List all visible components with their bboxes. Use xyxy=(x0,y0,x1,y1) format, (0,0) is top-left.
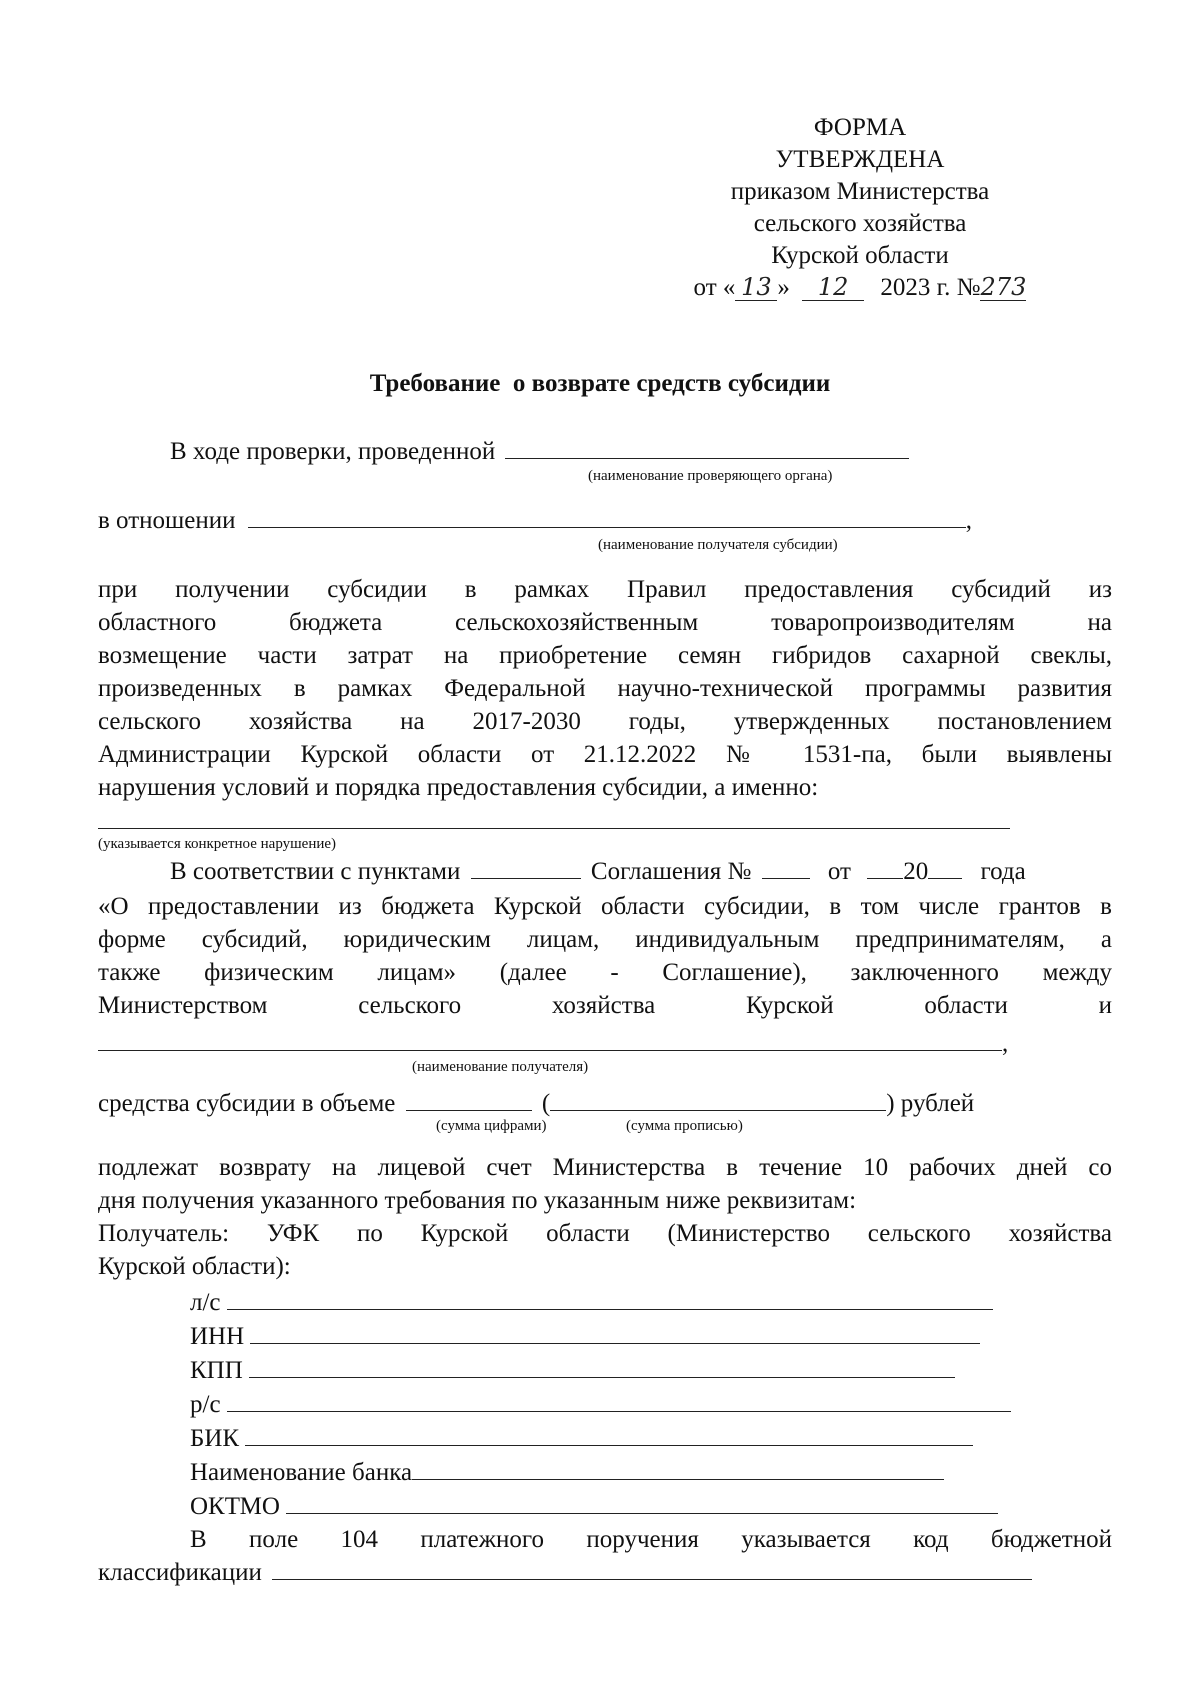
agreement-year-label: года xyxy=(980,858,1026,885)
requisite-bank xyxy=(190,1457,944,1488)
agreement-from-label: от xyxy=(827,858,851,885)
approval-region-line: Курской области xyxy=(771,242,949,269)
budget-classification-code-field[interactable] xyxy=(272,1557,1032,1580)
return-line-3: Получатель: УФК по Курской области (Министерство сельского хозяйства xyxy=(98,1220,1112,1247)
receipt-line-7: нарушения условий и порядка предоставления субсидии, а именно: xyxy=(98,774,819,801)
agreement-recipient-hint: (наименование получателя) xyxy=(412,1059,589,1075)
agreement-line-1 xyxy=(170,856,1026,887)
agreement-points-label: В соответствии с пунктами xyxy=(170,858,461,885)
receipt-paragraph xyxy=(98,573,1112,804)
requisite-inn-field[interactable] xyxy=(250,1321,980,1344)
agreement-number-label: Соглашения № xyxy=(590,858,752,885)
agreement-comma: , xyxy=(1002,1030,1009,1057)
inspection-body-field[interactable] xyxy=(505,436,909,459)
document-title: Требование о возврате средств субсидии xyxy=(369,370,831,397)
requisite-rs xyxy=(190,1389,1011,1420)
amount-open-paren: ( xyxy=(541,1090,551,1117)
recipient-field[interactable] xyxy=(248,505,966,528)
requisite-inn xyxy=(190,1321,980,1352)
amount-words-hint: (сумма прописью) xyxy=(626,1118,743,1134)
requisite-ls-label: л/с xyxy=(190,1289,221,1316)
receipt-line-4: произведенных в рамках Федеральной научно-технической программы развития xyxy=(98,675,1112,702)
date-mid: » xyxy=(777,274,790,301)
agreement-line-3: форме субсидий, юридическим лицам, индивидуальным предпринимателям, а xyxy=(98,926,1112,953)
return-line-1: подлежат возврату на лицевой счет Министерства в течение 10 рабочих дней со xyxy=(98,1154,1112,1181)
approval-approved-label: УТВЕРЖДЕНА xyxy=(775,146,945,173)
agreement-line-5: Министерством сельского хозяйства Курской области и xyxy=(98,992,1112,1019)
return-paragraph xyxy=(98,1151,1112,1283)
approval-form-label: ФОРМА xyxy=(813,114,907,141)
receipt-line-5: сельского хозяйства на 2017-2030 годы, утвержденных постановлением xyxy=(98,708,1112,735)
receipt-line-6: Администрации Курской области от 21.12.2022 № 1531-па, были выявлены xyxy=(98,741,1112,768)
regarding-comma: , xyxy=(965,507,973,534)
inspection-label: В ходе проверки, проведенной xyxy=(170,438,496,465)
receipt-line-3: возмещение части затрат на приобретение семян гибридов сахарной свеклы, xyxy=(98,642,1112,669)
violation-field[interactable] xyxy=(98,828,1010,829)
inspection-hint: (наименование проверяющего органа) xyxy=(588,468,833,484)
amount-digits-field[interactable] xyxy=(406,1088,532,1111)
field104-line-1: В поле 104 платежного поручения указывается код бюджетной xyxy=(190,1526,1112,1553)
receipt-line-1: при получении субсидии в рамках Правил предоставления субсидий из xyxy=(98,576,1112,603)
return-line-4: Курской области): xyxy=(98,1253,291,1280)
agreement-number-field[interactable] xyxy=(762,856,810,879)
agreement-paragraph xyxy=(98,890,1112,1022)
requisite-oktmo-field[interactable] xyxy=(286,1491,998,1514)
inspection-line xyxy=(170,436,909,467)
requisite-bik xyxy=(190,1423,973,1454)
agreement-century: 20 xyxy=(903,858,929,885)
amount-digits-hint: (сумма цифрами) xyxy=(436,1118,547,1134)
requisite-ls xyxy=(190,1287,993,1318)
approval-order-line: приказом Министерства xyxy=(730,178,990,205)
requisite-bank-field[interactable] xyxy=(412,1457,944,1480)
amount-rubles-label: ) рублей xyxy=(886,1090,975,1117)
requisite-kpp xyxy=(190,1355,955,1386)
amount-line xyxy=(98,1088,974,1119)
points-field[interactable] xyxy=(471,856,581,879)
requisite-ls-field[interactable] xyxy=(227,1287,993,1310)
approval-date-line xyxy=(600,272,1120,304)
requisite-inn-label: ИНН xyxy=(190,1323,245,1350)
agreement-recipient-line xyxy=(98,1028,1008,1059)
requisite-bik-field[interactable] xyxy=(245,1423,973,1446)
regarding-hint: (наименование получателя субсидии) xyxy=(598,537,838,553)
requisite-bank-label: Наименование банка xyxy=(190,1459,413,1486)
requisite-oktmo-label: ОКТМО xyxy=(190,1493,280,1520)
requisite-bik-label: БИК xyxy=(190,1425,240,1452)
agreement-year-field[interactable] xyxy=(928,856,962,879)
requisite-kpp-label: КПП xyxy=(190,1357,243,1384)
agreement-line-4: также физическим лицам» (далее - Соглашение), заключенного между xyxy=(98,959,1112,986)
requisite-rs-label: р/с xyxy=(190,1391,221,1418)
order-number: 273 xyxy=(980,273,1027,301)
requisite-kpp-field[interactable] xyxy=(249,1355,955,1378)
regarding-line xyxy=(98,505,972,536)
approval-ministry-line: сельского хозяйства xyxy=(753,210,967,237)
amount-label: средства субсидии в объеме xyxy=(98,1090,396,1117)
field104-classification-label: классификации xyxy=(98,1559,262,1586)
agreement-line-2: «О предоставлении из бюджета Курской области субсидии, в том числе грантов в xyxy=(98,893,1112,920)
date-year: 2023 г. № xyxy=(880,274,981,301)
date-day: 13 xyxy=(735,274,777,301)
agreement-recipient-field[interactable] xyxy=(98,1028,1002,1051)
requisite-oktmo xyxy=(190,1491,998,1522)
regarding-label: в отношении xyxy=(98,507,236,534)
amount-words-field[interactable] xyxy=(550,1088,886,1111)
requisite-rs-field[interactable] xyxy=(227,1389,1011,1412)
field104-line-2 xyxy=(98,1557,1032,1588)
approval-block xyxy=(600,112,1120,304)
agreement-date-field[interactable] xyxy=(867,856,903,879)
return-line-2: дня получения указанного требования по указанным ниже реквизитам: xyxy=(98,1187,857,1214)
receipt-line-2: областного бюджета сельскохозяйственным товаропроизводителям на xyxy=(98,609,1112,636)
date-month: 12 xyxy=(802,274,864,301)
violation-hint: (указывается конкретное нарушение) xyxy=(98,836,337,852)
date-prefix: от « xyxy=(693,274,736,301)
